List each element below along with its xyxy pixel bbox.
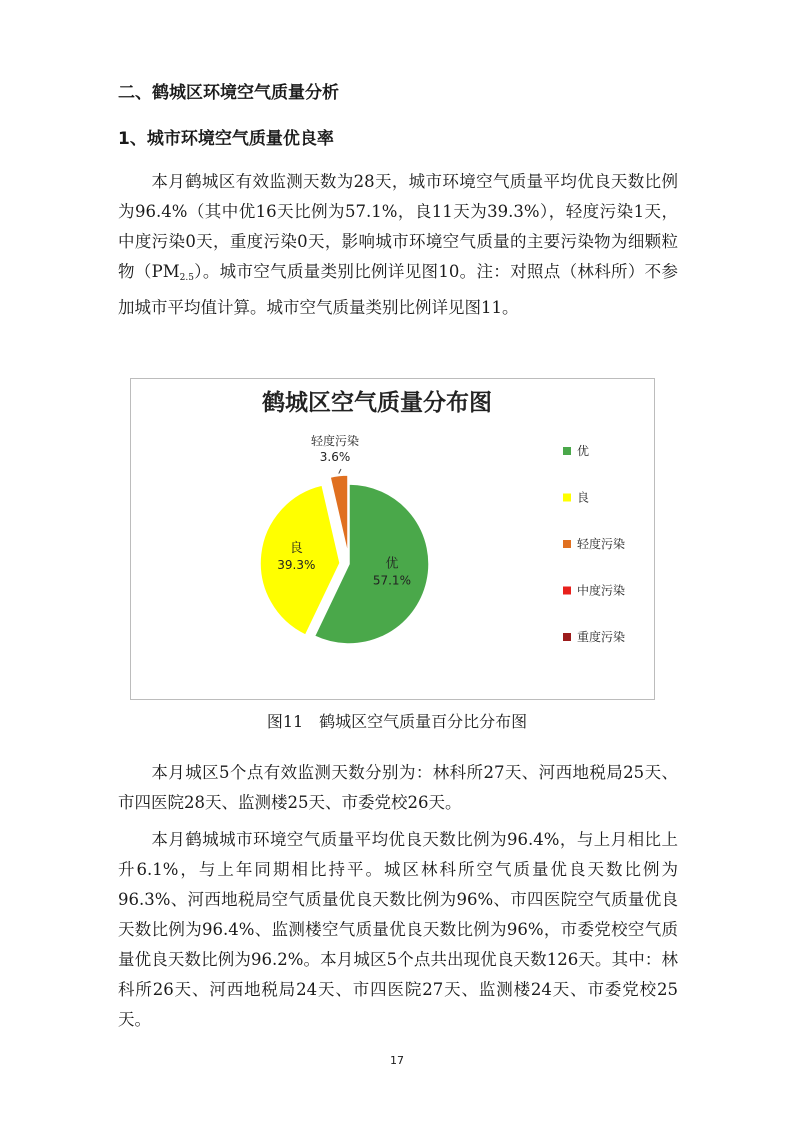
- legend-label-2: 轻度污染: [577, 537, 626, 551]
- paragraph-ratio-text: 本月鹤城城市环境空气质量平均优良天数比例为96.4%，与上月相比上升6.1%，与上年同期相比持平。城区林科所空气质量优良天数比例为96.3%、河西地税局空气质量优良天数比例为96%、市四医院空气质量优良天数比例为96.4%、监测楼空气质量优良天数比例为96%，市委党校空气质量优良天数比例为96.2%。本月城区5个点共出现优良天数126天。其中：林科所26天、河西地税局24天、市四医院27天、监测楼24天、市委党校25天。: [118, 830, 678, 1029]
- slice-name-label-1: 良: [289, 541, 303, 557]
- chart-title: 鹤城区空气质量分布图: [262, 390, 492, 416]
- legend-swatch-1: [563, 494, 571, 502]
- legend-swatch-4: [563, 633, 571, 641]
- figure-caption: 图11 鹤城区空气质量百分比分布图: [266, 712, 528, 731]
- legend-swatch-0: [563, 447, 571, 455]
- slice-value-label-2: 3.6%: [319, 450, 351, 464]
- page-number: 17: [390, 1054, 404, 1067]
- paragraph-monitoring-days-text: 本月城区5个点有效监测天数分别为：林科所27天、河西地税局25天、市四医院28天、监测楼25天、市委党校26天。: [118, 763, 678, 812]
- paragraph-monitoring-days: [118, 758, 678, 818]
- paragraph-intro-text: 本月鹤城区有效监测天数为28天，城市环境空气质量平均优良天数比例为96.4%（其中优16天比例为57.1%，良11天为39.3%），轻度污染1天，中度污染0天，重度污染0天，影响城市环境空气质量的主要污染物为细颗粒物（PM: [118, 172, 678, 281]
- legend-label-3: 中度污染: [577, 583, 626, 598]
- slice-name-label-0: 优: [385, 556, 399, 572]
- paragraph-ratio: [118, 825, 678, 1035]
- paragraph-intro: [118, 167, 678, 323]
- pm-subscript: 2.5: [179, 273, 194, 283]
- pie-chart: [131, 379, 654, 699]
- section-heading: 二、鹤城区环境空气质量分析: [118, 83, 339, 103]
- legend-label-4: 重度污染: [577, 630, 626, 644]
- legend-label-0: 优: [577, 444, 590, 458]
- subsection-heading: 1、城市环境空气质量优良率: [118, 129, 334, 149]
- slice-value-label-1: 39.3%: [277, 558, 316, 573]
- pie-chart-frame: [130, 378, 655, 700]
- slice-leader-line-2: [339, 469, 341, 474]
- legend-swatch-3: [563, 587, 571, 595]
- slice-value-label-0: 57.1%: [372, 573, 411, 588]
- legend-label-1: 良: [577, 490, 590, 505]
- legend-swatch-2: [563, 540, 571, 548]
- paragraph-intro-text-end: ）。城市空气质量类别比例详见图10。注：对照点（林科所）不参加城市平均值计算。城市空气质量类别比例详见图11。: [118, 262, 678, 317]
- slice-name-label-2: 轻度污染: [310, 434, 360, 448]
